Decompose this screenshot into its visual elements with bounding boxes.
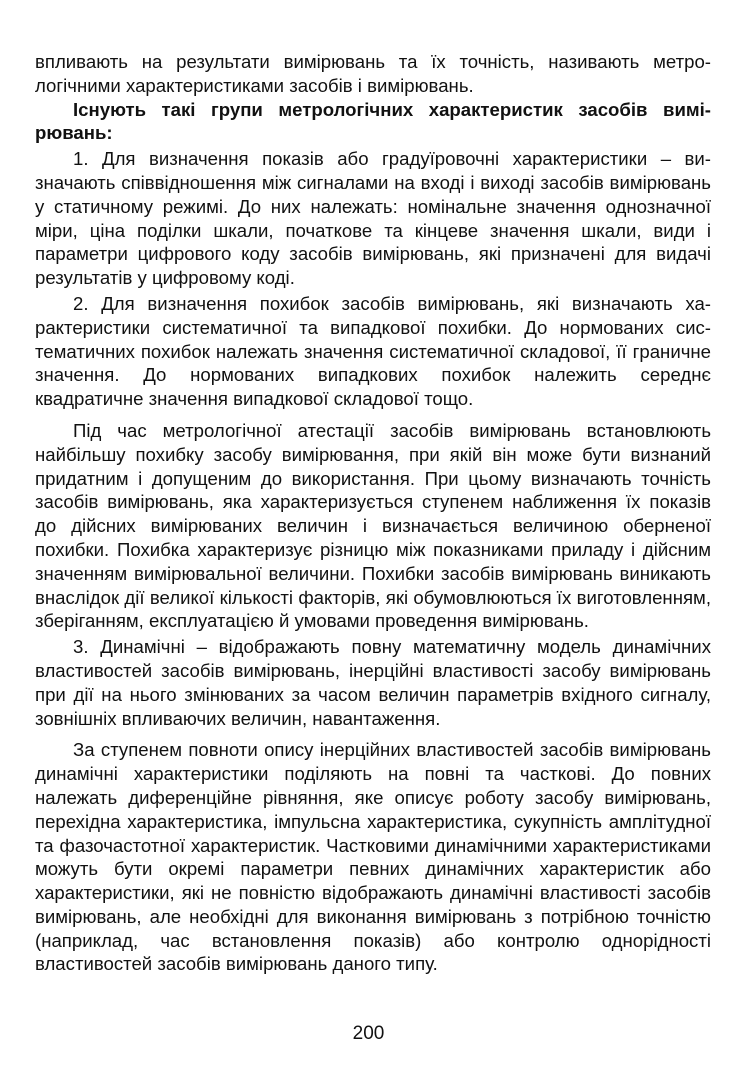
paragraph-item-2: 2. Для визначення похибок засобів вимірювань, які визначають характеристики систематичної та випадкової похибки. До нормованих систематичних похибок належать значення систематичної складової, її граничне значення. До нормованих випадкових похибок належить середнє квадратичне значення випадкової складової тощо. [35, 292, 711, 410]
page-body [35, 50, 711, 976]
paragraph-intro: впливають на результати вимірювань та їх точність, називають метрологічними характеристиками засобів і вимірювань. [35, 51, 711, 96]
paragraph-dynamic: За ступенем повноти опису інерційних властивостей засобів вимірювань динамічні характеристики поділяють на повні та часткові. До повних належать диференційне рівняння, яке описує роботу засобу вимірювань, перехідна характеристика, імпульсна характеристика, сукупність амплітудної та фазочастотної характеристик. Частковими динамічними характеристиками можуть бути окремі параметри певних динамічних характеристик або характеристики, які не повністю відображають динамічні властивості засобів вимірювань, але необхідні для виконання вимірювань з потрібною точністю (наприклад, час встановлення показів) або контролю однорідності властивостей засобів вимірювань даного типу. [35, 739, 711, 975]
section-heading: Існують такі групи метрологічних характеристик засобів вимірювань: [35, 98, 711, 144]
page-number: 200 [352, 1023, 385, 1044]
paragraph-item-3: 3. Динамічні – відображають повну математичну модель динамічних властивостей засобів вимірювань, інерційні властивості засобу вимірювань при дії на нього змінюваних за часом величин параметрів вхідного сигналу, зовнішніх впливаючих величин, навантаження. [35, 636, 711, 729]
paragraph-attestation: Під час метрологічної атестації засобів вимірювань встановлюють найбільшу похибку засобу вимірювання, при якій він може бути визнаний придатним і допущеним до використання. При цьому визначають точність засобів вимірювань, яка характеризується ступенем наближення їх показів до дійсних вимірюваних величин і визначається величиною оберненої похибки. Похибка характеризує різницю між показниками приладу і дійсним значенням вимірювальної величини. Похибки засобів вимірювань виникають внаслідок дії великої кількості факторів, які обумовлюються їх виготовленням, зберіганням, експлуатацією й умовами проведення вимірювань. [35, 419, 711, 632]
paragraph-item-1: 1. Для визначення показів або градуїровочні характеристики – визначають співвідношення між сигналами на вході і виході засобів вимірювань у статичному режимі. До них належать: номінальне значення однозначної міри, ціна поділки шкали, початкове та кінцеве значення шкали, види і параметри цифрового коду засобів вимірювань, які призначені для видачі результатів у цифровому коді. [35, 148, 711, 289]
